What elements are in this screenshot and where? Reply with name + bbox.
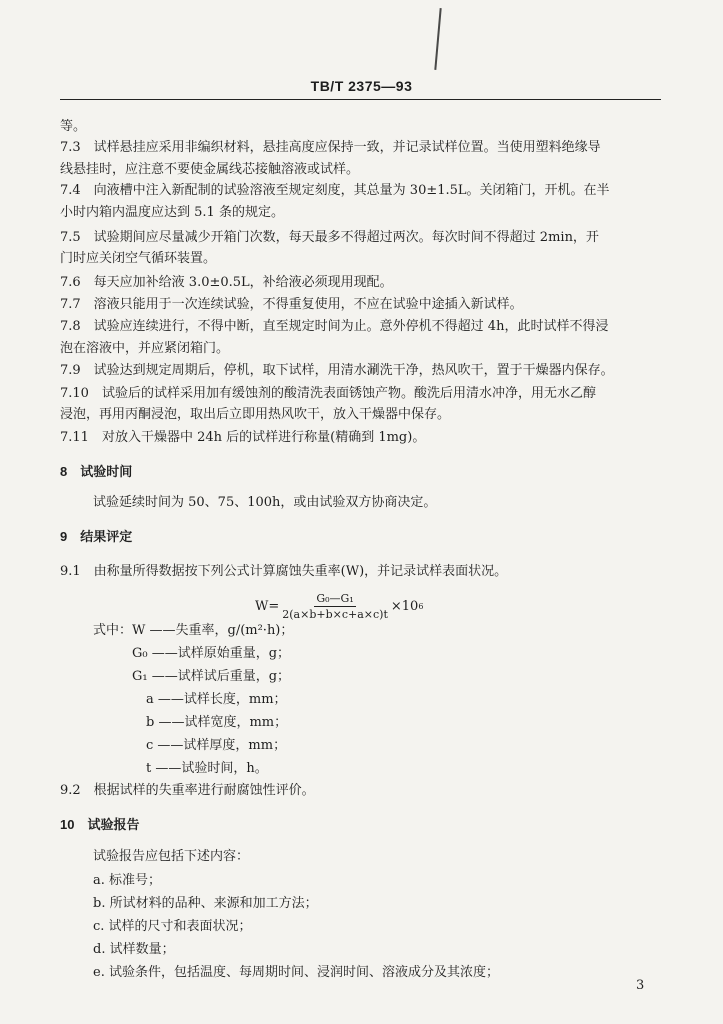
- list-item-c: c. 试样的尺寸和表面状况；: [93, 919, 252, 934]
- section-10-text: 试验报告应包括下述内容：: [93, 849, 250, 864]
- clause-7-5: 7.5 试验期间应尽量减少开箱门次数，每天最多不得超过两次。每次时间不得超过 2min，开: [60, 230, 599, 245]
- clause-7-9: 7.9 试验达到规定周期后，停机，取下试样，用清水涮洗干净，热风吹干，置于干燥器内保存。: [60, 363, 614, 378]
- clause-9-1: 9.1 由称量所得数据按下列公式计算腐蚀失重率(W)，并记录试样表面状况。: [60, 564, 508, 579]
- formula-exponent: 6: [418, 601, 424, 611]
- page-header: TB/T 2375—93: [310, 78, 413, 94]
- def-g0: G₀ ——试样原始重量，g；: [132, 646, 291, 661]
- clause-7-8: 7.8 试验应连续进行，不得中断，直至规定时间为止。意外停机不得超过 4h，此时试样不得浸: [60, 319, 609, 334]
- formula-fraction: [282, 591, 388, 622]
- header-rule: [60, 99, 661, 100]
- clause-7-8-cont: 泡在溶液中，并应紧闭箱门。: [60, 341, 230, 356]
- def-b: b ——试样宽度，mm；: [146, 715, 288, 730]
- clause-9-2: 9.2 根据试样的失重率进行耐腐蚀性评价。: [60, 783, 315, 798]
- section-10-heading: 10 试验报告: [60, 817, 140, 832]
- def-w: W ——失重率，g/(m²·h)；: [132, 623, 294, 638]
- section-9-heading: 9 结果评定: [60, 529, 133, 544]
- clause-7-3-cont: 线悬挂时，应注意不要使金属线芯接触溶液或试样。: [60, 162, 360, 177]
- pencil-mark: [434, 8, 441, 70]
- clause-7-10: 7.10 试验后的试样采用加有缓蚀剂的酸清洗表面锈蚀产物。酸洗后用清水冲净，用无水乙醇: [60, 386, 596, 401]
- clause-7-5-cont: 门时应关闭空气循环装置。: [60, 251, 217, 266]
- section-8-text: 试验延续时间为 50、75、100h，或由试验双方协商决定。: [93, 495, 437, 510]
- formula-multiplier: ×10: [390, 598, 419, 614]
- formula-lhs: W=: [255, 598, 280, 614]
- def-c: c ——试样厚度，mm；: [146, 738, 287, 753]
- clause-7-7: 7.7 溶液只能用于一次连续试验，不得重复使用，不应在试验中途插入新试样。: [60, 297, 523, 312]
- defs-intro: 式中：: [93, 623, 133, 638]
- clause-7-3: 7.3 试样悬挂应采用非编织材料，悬挂高度应保持一致，并记录试样位置。当使用塑料绝缘导: [60, 140, 601, 155]
- clause-7-10-cont: 浸泡，再用丙酮浸泡，取出后立即用热风吹干，放入干燥器中保存。: [60, 407, 451, 422]
- list-item-d: d. 试样数量；: [93, 942, 175, 957]
- def-g1: G₁ ——试样试后重量，g；: [132, 669, 291, 684]
- text-line: 等。: [60, 119, 87, 134]
- def-a: a ——试样长度，mm；: [146, 692, 287, 707]
- list-item-a: a. 标准号；: [93, 873, 162, 888]
- clause-7-11: 7.11 对放入干燥器中 24h 后的试样进行称量(精确到 1mg)。: [60, 430, 426, 445]
- list-item-b: b. 所试材料的品种、来源和加工方法；: [93, 896, 318, 911]
- section-8-heading: 8 试验时间: [60, 464, 133, 479]
- formula-denominator: 2(a×b+b×c+a×c)t: [282, 607, 388, 621]
- formula-numerator: G₀—G₁: [316, 591, 354, 605]
- clause-7-6: 7.6 每天应加补给液 3.0±0.5L，补给液必须现用现配。: [60, 275, 393, 290]
- page-number: 3: [636, 978, 645, 993]
- list-item-e: e. 试验条件，包括温度、每周期时间、浸润时间、溶液成分及其浓度；: [93, 965, 499, 980]
- def-t: t ——试验时间，h。: [146, 761, 268, 776]
- clause-7-4-cont: 小时内箱内温度应达到 5.1 条的规定。: [60, 205, 284, 220]
- clause-7-4: 7.4 向液槽中注入新配制的试验溶液至规定刻度，其总量为 30±1.5L。关闭箱门，开机。在半: [60, 183, 610, 198]
- formula: [255, 588, 423, 624]
